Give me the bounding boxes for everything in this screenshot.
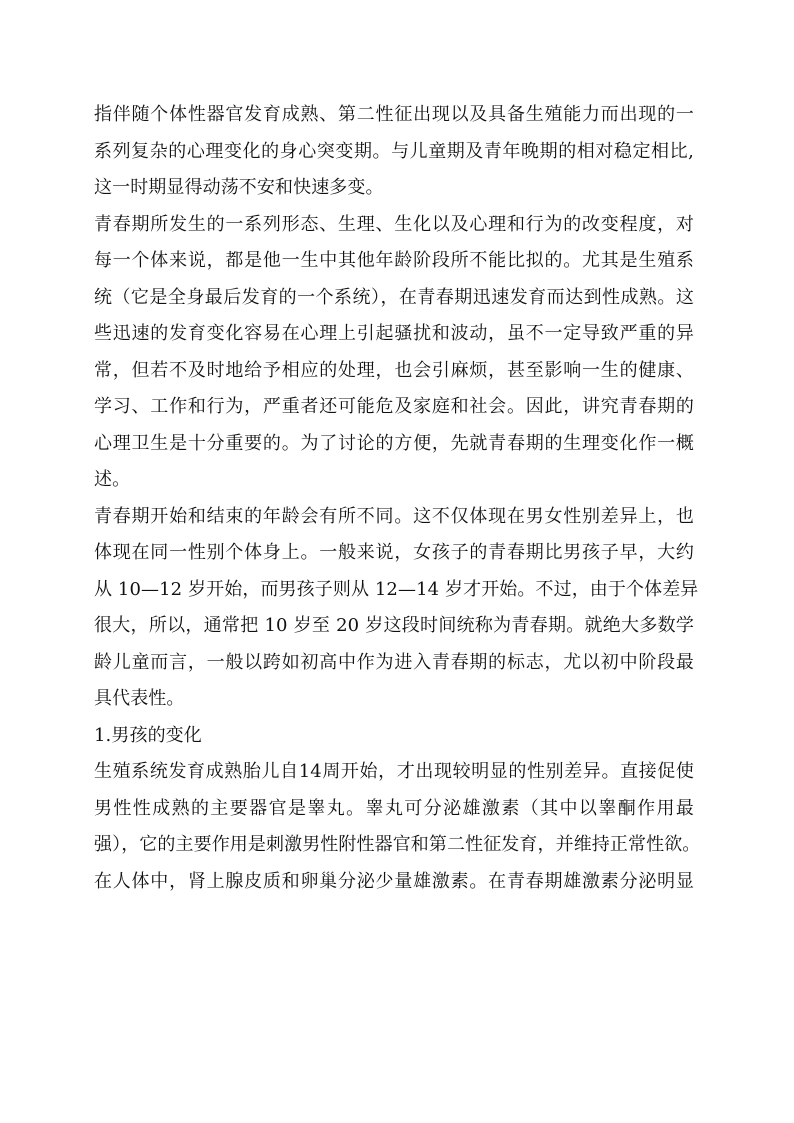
text-line: 学习、工作和行为，严重者还可能危及家庭和社会。因此，讲究青春期的 — [94, 396, 694, 417]
text-line: 从 10—12 岁开始，而男孩子则从 12—14 岁才开始。不过，由于个体差异 — [94, 578, 699, 600]
text-line: 青春期所发生的一系列形态、生理、生化以及心理和行为的改变程度，对 — [94, 213, 694, 235]
text-line: 强），它的主要作用是刺激男性附性器官和第二性征发育，并维持正常性欲。 — [94, 834, 701, 855]
text-line: 常，但若不及时地给予相应的处理，也会引麻烦，甚至影响一生的健康、 — [94, 359, 694, 381]
text-line: 青春期开始和结束的年龄会有所不同。这不仅体现在男女性别差异上，也 — [94, 505, 694, 527]
text-line: 心理卫生是十分重要的。为了讨论的方便，先就青春期的生理变化作一概 — [94, 432, 694, 454]
text-line: 在人体中，肾上腺皮质和卵巢分泌少量雄激素。在青春期雄激素分泌明显 — [94, 870, 694, 892]
body-text — [94, 97, 701, 900]
section-heading: 1.男孩的变化 — [94, 724, 202, 746]
text-line: 男性性成熟的主要器官是睾丸。睾丸可分泌雄激素（其中以睾酮作用最 — [94, 797, 694, 819]
text-line: 系列复杂的心理变化的身心突变期。与儿童期及青年晚期的相对稳定相比, — [94, 140, 694, 162]
text-line: 这一时期显得动荡不安和快速多变。 — [94, 177, 384, 198]
text-line: 生殖系统发育成熟胎儿自14周开始，才出现较明显的性别差异。直接促使 — [94, 761, 694, 782]
text-line: 指伴随个体性器官发育成熟、第二性征出现以及具备生殖能力而出现的一 — [94, 104, 694, 125]
text-line: 体现在同一性别个体身上。一般来说，女孩子的青春期比男孩子早，大约 — [94, 542, 694, 563]
text-line: 述。 — [94, 469, 131, 490]
text-line: 些迅速的发育变化容易在心理上引起骚扰和波动，虽不一定导致严重的异 — [94, 323, 694, 344]
text-line: 具代表性。 — [94, 688, 185, 709]
text-line: 很大，所以，通常把 10 岁至 20 岁这段时间统称为青春期。就绝大多数学 — [94, 615, 694, 636]
text-line: 统（它是全身最后发育的一个系统），在青春期迅速发育而达到性成熟。这 — [94, 286, 694, 308]
text-line: 龄儿童而言，一般以跨如初高中作为进入青春期的标志，尤以初中阶段最 — [94, 651, 694, 673]
text-line: 每一个体来说，都是他一生中其他年龄阶段所不能比拟的。尤其是生殖系 — [94, 250, 694, 271]
